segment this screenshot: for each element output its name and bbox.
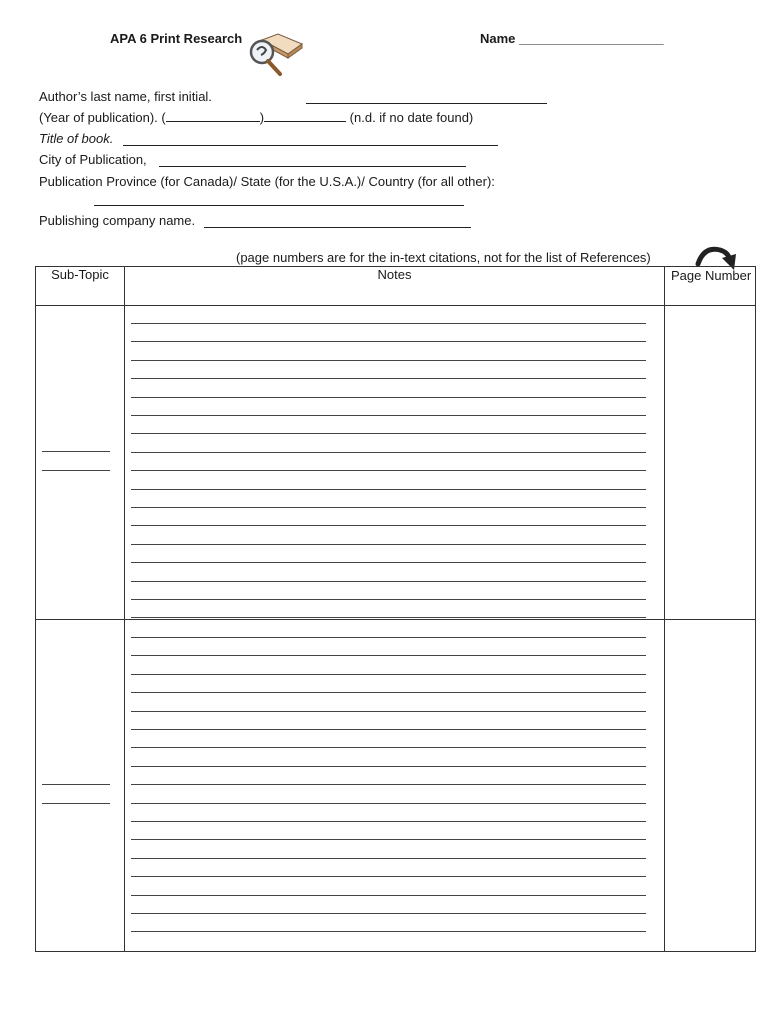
note-line[interactable] [131,931,646,932]
author-blank[interactable] [306,103,547,104]
note-line[interactable] [131,692,646,693]
subtopic-blank[interactable] [42,470,110,471]
page-number-header: Page Number [665,267,756,306]
note-line[interactable] [131,803,646,804]
province-label: Publication Province (for Canada)/ State (for the U.S.A.)/ Country (for all other): [39,174,495,189]
note-line[interactable] [131,747,646,748]
note-line[interactable] [131,913,646,914]
page-number-note: (page numbers are for the in-text citations, not for the list of References) [236,250,651,265]
note-line[interactable] [131,581,646,582]
name-field-label: Name ____________________ [480,31,664,46]
note-line[interactable] [131,397,646,398]
subtopic-blank[interactable] [42,784,110,785]
page-number-cell[interactable] [665,620,756,952]
notes-cell[interactable] [125,306,665,620]
note-line[interactable] [131,784,646,785]
note-line[interactable] [131,711,646,712]
note-line[interactable] [131,674,646,675]
title-blank[interactable] [123,145,498,146]
note-line[interactable] [131,470,646,471]
subtopic-blank[interactable] [42,451,110,452]
province-blank[interactable] [94,205,464,206]
page-number-cell[interactable] [665,306,756,620]
author-label: Author’s last name, first initial. [39,89,212,104]
note-line[interactable] [131,562,646,563]
note-line[interactable] [131,323,646,324]
notes-header: Notes [125,267,665,306]
note-line[interactable] [131,599,646,600]
table-row [36,620,756,952]
note-line[interactable] [131,433,646,434]
note-line[interactable] [131,766,646,767]
note-line[interactable] [131,525,646,526]
table-header-row [36,267,756,306]
note-line[interactable] [131,839,646,840]
note-line[interactable] [131,637,646,638]
note-line[interactable] [131,341,646,342]
city-label: City of Publication, [39,152,147,167]
notes-cell[interactable] [125,620,665,952]
publisher-label: Publishing company name. [39,213,196,228]
subtopic-blank[interactable] [42,803,110,804]
city-blank[interactable] [159,166,466,167]
note-line[interactable] [131,617,646,618]
doc-title: APA 6 Print Research [110,31,243,46]
table-row [36,306,756,620]
year-label: (Year of publication). ( ) (n.d. if no date found) [39,110,474,125]
note-line[interactable] [131,895,646,896]
note-line[interactable] [131,507,646,508]
note-line[interactable] [131,655,646,656]
note-line[interactable] [131,360,646,361]
note-line[interactable] [131,452,646,453]
note-line[interactable] [131,729,646,730]
notes-table [35,266,756,952]
note-line[interactable] [131,378,646,379]
note-line[interactable] [131,544,646,545]
subtopic-cell[interactable] [36,306,125,620]
note-line[interactable] [131,821,646,822]
note-line[interactable] [131,876,646,877]
subtopic-cell[interactable] [36,620,125,952]
title-label: Title of book. [39,131,114,146]
publisher-blank[interactable] [204,227,471,228]
subtopic-header: Sub-Topic [36,267,125,306]
magnifier-book-icon [244,28,308,80]
note-line[interactable] [131,858,646,859]
note-line[interactable] [131,415,646,416]
note-line[interactable] [131,489,646,490]
